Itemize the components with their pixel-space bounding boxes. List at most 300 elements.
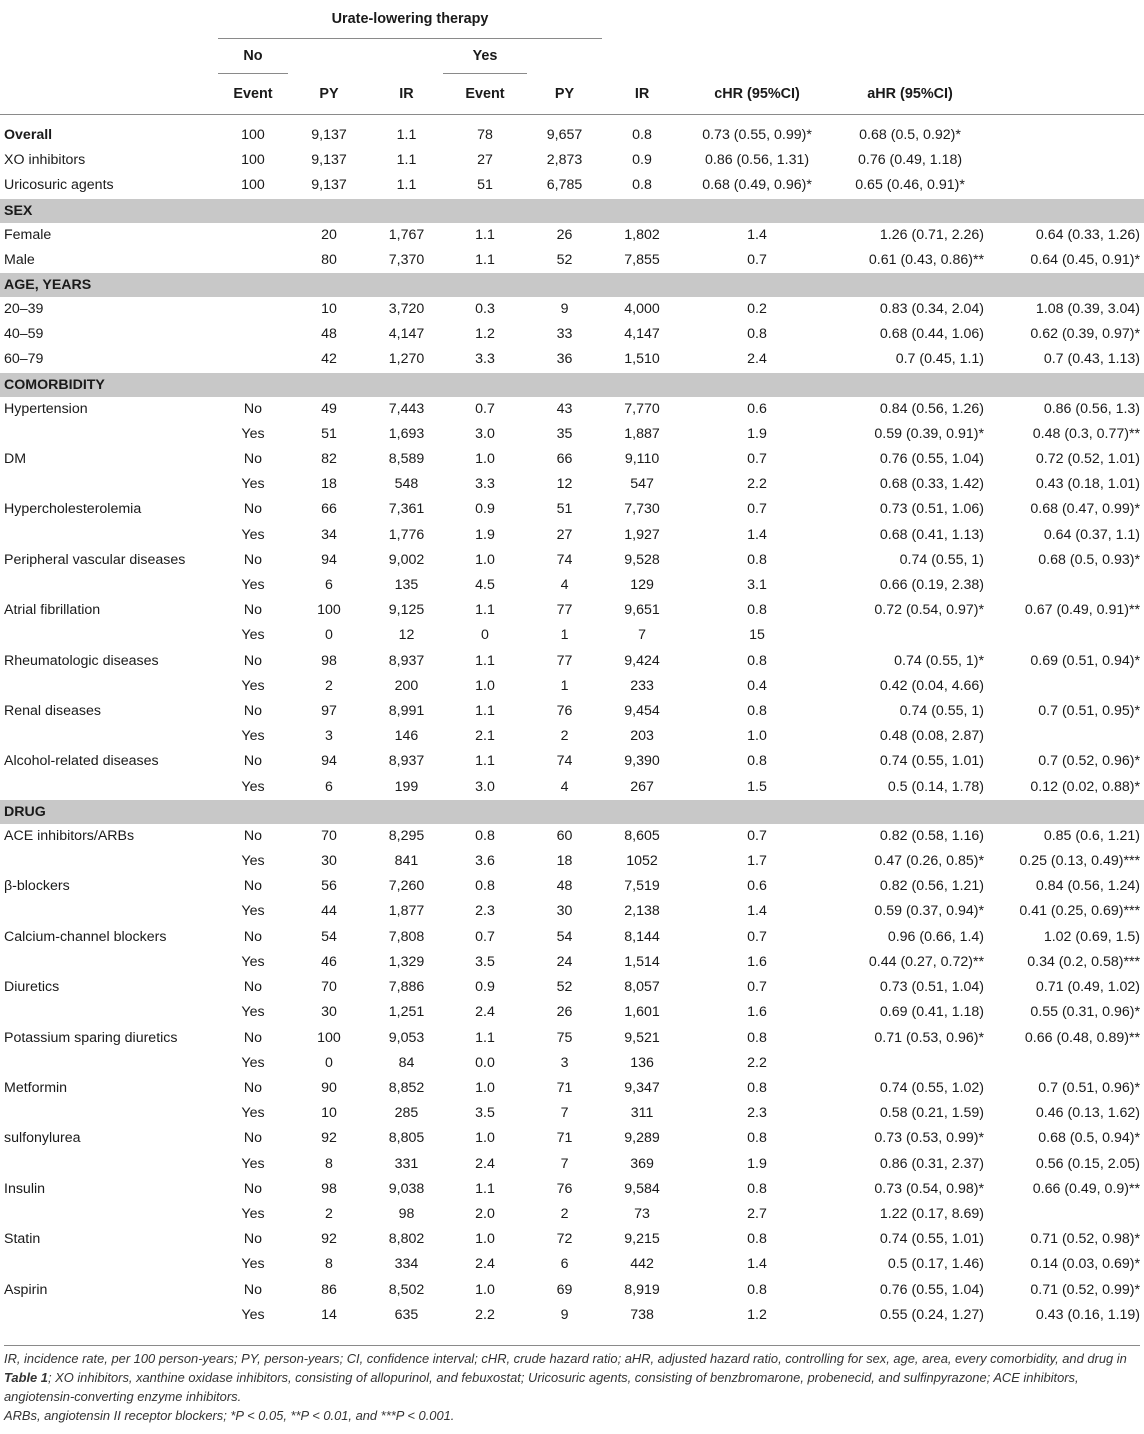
row-ir-yes: 0.7 <box>747 501 767 518</box>
row-subgroup <box>218 347 288 372</box>
table-row <box>0 322 1144 347</box>
row-subgroup: No <box>243 1231 263 1248</box>
row-event-no: 92 <box>321 1231 337 1248</box>
row-py-no: 12 <box>398 627 415 644</box>
row-label <box>0 674 218 699</box>
row-event-yes: 43 <box>556 400 573 417</box>
row-label: Alcohol-related diseases <box>4 753 159 770</box>
row-py-no: 548 <box>394 476 419 493</box>
row-ir-no: 0.7 <box>475 400 495 417</box>
row-ir-yes: 0.8 <box>747 602 767 619</box>
row-py-yes: 7 <box>638 627 646 644</box>
row-ir-yes: 1.9 <box>747 1155 767 1172</box>
col-header-ir-no: IR <box>370 74 443 115</box>
table-row <box>0 123 1144 148</box>
row-chr: 0.72 (0.54, 0.97)* <box>874 602 985 619</box>
row-py-no: 7,808 <box>388 928 425 945</box>
row-subgroup: No <box>243 979 263 996</box>
table-row <box>0 1126 1144 1151</box>
row-event-no: 2 <box>325 1205 333 1222</box>
row-ir-yes: 0.2 <box>747 301 767 318</box>
row-label: 40–59 <box>4 326 44 343</box>
row-py-no: 199 <box>394 778 419 795</box>
row-event-yes: 78 <box>477 127 493 143</box>
row-event-no: 42 <box>321 351 337 368</box>
row-event-no: 92 <box>321 1130 337 1147</box>
row-py-no: 9,002 <box>388 551 425 568</box>
row-ir-no: 1.0 <box>475 1231 495 1248</box>
row-ir-no: 2.1 <box>475 728 495 745</box>
row-py-no: 9,053 <box>388 1029 425 1046</box>
row-py-yes: 136 <box>630 1054 654 1071</box>
row-py-yes: 73 <box>634 1205 650 1222</box>
row-subgroup: Yes <box>241 526 265 543</box>
row-subgroup: No <box>243 827 263 844</box>
row-event-no: 6 <box>325 577 333 594</box>
table-row <box>0 674 1144 699</box>
row-ir-no: 3.5 <box>475 1105 495 1122</box>
row-label: Hypercholesterolemia <box>4 501 142 518</box>
table-row <box>0 849 1144 874</box>
row-subgroup: Yes <box>241 728 265 745</box>
row-event-no: 8 <box>325 1256 333 1273</box>
row-subgroup: Yes <box>241 903 265 920</box>
row-event-yes: 52 <box>556 251 573 268</box>
row-ir-yes: 0.8 <box>747 1231 767 1248</box>
row-ahr: 0.64 (0.37, 1.1) <box>1043 526 1141 543</box>
table-row <box>0 623 1144 648</box>
row-chr: 0.73 (0.53, 0.99)* <box>874 1130 985 1147</box>
col-header-ahr: aHR (95%CI) <box>832 74 988 115</box>
row-ir-no: 1.1 <box>396 177 417 194</box>
row-label: Atrial fibrillation <box>4 602 101 619</box>
row-ir-no: 1.0 <box>475 677 495 694</box>
row-py-yes: 9,347 <box>624 1079 660 1096</box>
table-row <box>0 775 1144 800</box>
row-ir-yes: 0.8 <box>747 1079 767 1096</box>
row-event-no: 86 <box>321 1281 337 1298</box>
row-py-yes: 1,887 <box>624 425 660 442</box>
row-ir-no: 3.0 <box>475 425 495 442</box>
row-py-yes: 9,110 <box>624 451 660 468</box>
row-chr: 0.47 (0.26, 0.85)* <box>874 853 985 870</box>
row-ir-no: 2.2 <box>475 1306 495 1323</box>
row-event-no: 90 <box>321 1079 337 1096</box>
section-title: SEX <box>0 199 1144 223</box>
row-subgroup: No <box>243 451 263 468</box>
row-ir-yes: 2.2 <box>747 476 767 493</box>
row-subgroup: Yes <box>241 778 265 795</box>
row-event-yes: 12 <box>556 476 573 493</box>
row-event-yes: 74 <box>556 753 573 770</box>
row-py-no: 1,329 <box>388 953 425 970</box>
row-subgroup: No <box>243 501 263 518</box>
row-extra <box>988 148 1144 173</box>
row-py-no: 9,038 <box>388 1180 425 1197</box>
row-py-no: 1,270 <box>388 351 425 368</box>
row-event-no: 82 <box>321 451 337 468</box>
row-py-yes: 1,802 <box>624 226 660 243</box>
row-label <box>0 1051 218 1076</box>
table-row <box>0 173 1144 198</box>
row-event-no: 100 <box>317 602 341 619</box>
row-ir-yes: 0.8 <box>747 326 767 343</box>
row-py-no: 1,767 <box>388 226 425 243</box>
row-ir-no: 0 <box>481 627 489 644</box>
row-ahr: 0.14 (0.03, 0.69)* <box>1030 1256 1141 1273</box>
row-subgroup: No <box>243 928 263 945</box>
row-chr: 0.86 (0.31, 2.37) <box>879 1155 985 1172</box>
row-ir-no: 4.5 <box>475 577 495 594</box>
table-row <box>0 573 1144 598</box>
row-event-yes: 74 <box>556 551 573 568</box>
row-ahr: 0.68 (0.5, 0.92)* <box>859 127 961 143</box>
row-py-yes: 1,927 <box>624 526 660 543</box>
col-header-chr: cHR (95%CI) <box>682 74 832 115</box>
row-event-yes: 60 <box>556 827 573 844</box>
table-row <box>0 598 1144 623</box>
table-row <box>0 899 1144 924</box>
row-event-yes: 2 <box>560 728 569 745</box>
row-py-no: 7,886 <box>388 979 425 996</box>
row-label: Metformin <box>4 1079 68 1096</box>
row-event-no: 0 <box>325 627 333 644</box>
row-chr: 0.7 (0.45, 1.1) <box>895 351 985 368</box>
row-chr: 0.59 (0.37, 0.94)* <box>874 903 985 920</box>
table-row <box>0 472 1144 497</box>
table-footnote <box>4 1345 1140 1425</box>
row-subgroup: Yes <box>241 1054 265 1071</box>
row-ir-no: 1.1 <box>475 652 495 669</box>
row-py-yes: 1052 <box>626 853 658 870</box>
row-label: sulfonylurea <box>4 1130 81 1147</box>
row-event-no: 8 <box>325 1155 333 1172</box>
row-ir-no: 0.9 <box>475 979 495 996</box>
row-py-no: 7,361 <box>388 501 425 518</box>
row-ahr: 0.84 (0.56, 1.24) <box>1035 878 1141 895</box>
row-event-yes: 4 <box>560 778 569 795</box>
row-py-no: 200 <box>394 677 419 694</box>
row-ir-yes: 0.8 <box>747 1281 767 1298</box>
row-ahr: 0.55 (0.31, 0.96)* <box>1030 1004 1141 1021</box>
row-label: Calcium-channel blockers <box>4 928 167 945</box>
row-subgroup: Yes <box>241 1306 265 1323</box>
row-ahr: 1.02 (0.69, 1.5) <box>1043 928 1141 945</box>
table-row <box>0 523 1144 548</box>
row-ir-no: 3.3 <box>475 351 495 368</box>
row-ir-yes: 1.5 <box>747 778 767 795</box>
table-row <box>0 1202 1144 1227</box>
row-ir-no: 1.1 <box>475 1180 495 1197</box>
row-label <box>0 422 218 447</box>
row-chr: 0.42 (0.04, 4.66) <box>879 677 985 694</box>
section-title: DRUG <box>0 800 1144 824</box>
row-ahr: 0.71 (0.52, 0.98)* <box>1030 1231 1141 1248</box>
table-row <box>0 950 1144 975</box>
row-event-yes: 26 <box>556 226 573 243</box>
table-row <box>0 724 1144 749</box>
row-chr: 0.5 (0.17, 1.46) <box>887 1256 985 1273</box>
row-py-yes: 7,519 <box>624 878 660 895</box>
col-header-py-yes: PY <box>527 74 602 115</box>
row-py-no: 3,720 <box>388 301 425 318</box>
row-py-yes: 2,138 <box>624 903 660 920</box>
row-ir-no: 0.8 <box>475 827 495 844</box>
row-event-no: 70 <box>321 827 337 844</box>
row-event-yes: 51 <box>556 501 573 518</box>
row-subgroup: No <box>243 652 263 669</box>
row-label: DM <box>4 451 27 468</box>
row-chr: 0.82 (0.58, 1.16) <box>879 827 985 844</box>
table-row <box>0 248 1144 273</box>
row-py-no: 84 <box>398 1054 415 1071</box>
row-subgroup <box>218 297 288 322</box>
row-py-no: 8,502 <box>388 1281 425 1298</box>
row-event-no: 46 <box>321 953 337 970</box>
row-label: Renal diseases <box>4 703 102 720</box>
row-py-yes: 2,873 <box>546 152 583 169</box>
row-event-no: 49 <box>321 400 337 417</box>
row-event-yes: 76 <box>556 1180 573 1197</box>
row-subgroup: No <box>243 703 263 720</box>
row-event-no: 51 <box>321 425 337 442</box>
table-row <box>0 1227 1144 1252</box>
row-subgroup: Yes <box>241 1205 265 1222</box>
row-py-yes: 9,454 <box>624 703 660 720</box>
row-label <box>0 623 218 648</box>
row-label: β-blockers <box>4 878 70 895</box>
row-py-no: 9,137 <box>311 127 347 143</box>
row-py-no: 1,776 <box>388 526 425 543</box>
row-event-yes: 27 <box>477 152 493 169</box>
row-ahr <box>988 1202 1144 1227</box>
row-event-no: 70 <box>321 979 337 996</box>
row-chr: 0.74 (0.55, 1.02) <box>879 1079 985 1096</box>
row-event-yes: 7 <box>560 1155 569 1172</box>
row-ir-yes: 1.2 <box>747 1306 767 1323</box>
row-label: 20–39 <box>4 301 44 318</box>
row-chr: 0.55 (0.24, 1.27) <box>879 1306 985 1323</box>
section-title: COMORBIDITY <box>0 373 1144 397</box>
footnote-text-1: IR, incidence rate, per 100 person-years; PY, person-years; CI, confidence interval; cHR, crude hazard ratio; aHR, adjusted hazard ratio, controlling for sex, age, area, every comorbidity, and drug in <box>4 1351 1127 1366</box>
row-label <box>0 1252 218 1277</box>
row-ir-no: 3.3 <box>475 476 495 493</box>
row-subgroup: Yes <box>241 1105 265 1122</box>
header-row-group <box>0 0 1144 39</box>
row-ir-no: 1.0 <box>475 1079 495 1096</box>
table-row <box>0 649 1144 674</box>
row-ir-yes: 0.7 <box>747 251 767 268</box>
row-chr: 0.58 (0.21, 1.59) <box>879 1105 985 1122</box>
row-label: Rheumatologic diseases <box>4 652 159 669</box>
row-ahr: 0.56 (0.15, 2.05) <box>1035 1155 1141 1172</box>
table-row <box>0 297 1144 322</box>
row-event-yes: 75 <box>556 1029 573 1046</box>
row-event-no: 94 <box>321 753 337 770</box>
row-event-yes: 71 <box>556 1130 573 1147</box>
row-ir-yes: 0.9 <box>632 152 652 169</box>
row-ir-no: 0.3 <box>475 301 495 318</box>
row-ahr: 0.7 (0.51, 0.95)* <box>1038 703 1141 720</box>
row-py-yes: 9,651 <box>624 602 660 619</box>
no-header: No <box>218 39 288 74</box>
row-py-yes: 6,785 <box>546 177 583 194</box>
row-ir-no: 1.1 <box>396 127 417 143</box>
footnote-text-2: ; XO inhibitors, xanthine oxidase inhibitors, consisting of allopurinol, and febuxostat; Uricosuric agents, consisting of benzbromarone, probenecid, and sulfinpyrazone; ACE inhibitors, angiotensin-converting enzyme inhibitors. <box>4 1370 1079 1404</box>
col-header-py-no: PY <box>288 74 370 115</box>
row-event-yes: 52 <box>556 979 573 996</box>
table-row <box>0 925 1144 950</box>
row-event-no: 98 <box>321 1180 337 1197</box>
row-event-yes: 1 <box>560 677 569 694</box>
row-chr: 1.26 (0.71, 2.26) <box>879 226 985 243</box>
row-label <box>0 849 218 874</box>
row-event-yes: 24 <box>556 953 573 970</box>
row-ir-yes: 0.8 <box>747 652 767 669</box>
row-event-no: 3 <box>325 728 333 745</box>
row-py-yes: 8,144 <box>624 928 660 945</box>
row-label: XO inhibitors <box>4 152 86 169</box>
row-label <box>0 523 218 548</box>
row-extra <box>988 123 1144 148</box>
table-row <box>0 1252 1144 1277</box>
table-body <box>0 115 1144 1336</box>
row-event-no: 6 <box>325 778 333 795</box>
row-event-no: 98 <box>321 652 337 669</box>
row-event-yes: 66 <box>556 451 573 468</box>
row-event-yes: 9 <box>560 301 569 318</box>
table-row <box>0 874 1144 899</box>
row-label <box>0 1152 218 1177</box>
row-chr: 0.73 (0.51, 1.04) <box>879 979 985 996</box>
row-event-yes: 7 <box>560 1105 569 1122</box>
row-ir-no: 1.9 <box>475 526 495 543</box>
row-chr: 0.83 (0.34, 2.04) <box>879 301 985 318</box>
row-event-no: 97 <box>321 703 337 720</box>
row-ir-no: 1.1 <box>475 602 495 619</box>
row-chr: 0.74 (0.55, 1.01) <box>879 753 985 770</box>
row-event-yes: 26 <box>556 1004 573 1021</box>
table-row <box>0 824 1144 849</box>
row-ahr: 0.86 (0.56, 1.3) <box>1043 400 1141 417</box>
row-py-no: 8,805 <box>388 1130 425 1147</box>
row-ir-no: 1.1 <box>475 226 495 243</box>
row-event-yes: 36 <box>556 351 573 368</box>
row-subgroup: No <box>243 1130 263 1147</box>
row-ahr: 0.7 (0.43, 1.13) <box>1043 351 1141 368</box>
row-label: Overall <box>4 127 53 143</box>
footnote-line-2: ARBs, angiotensin II receptor blockers; *P < 0.05, **P < 0.01, and ***P < 0.001. <box>4 1408 455 1423</box>
row-label: Male <box>4 251 35 268</box>
row-label: Statin <box>4 1231 41 1248</box>
row-event-no: 100 <box>317 1029 341 1046</box>
row-ir-yes: 0.6 <box>747 400 767 417</box>
row-ir-yes: 1.4 <box>747 526 767 543</box>
row-event-yes: 35 <box>556 425 573 442</box>
row-label: Uricosuric agents <box>4 177 114 194</box>
row-ir-yes: 0.7 <box>747 827 767 844</box>
row-event-no: 80 <box>321 251 337 268</box>
row-event-yes: 33 <box>556 326 573 343</box>
row-ahr: 0.85 (0.6, 1.21) <box>1043 827 1141 844</box>
row-label: Insulin <box>4 1180 46 1197</box>
row-ir-yes: 2.7 <box>747 1205 767 1222</box>
row-ahr: 0.71 (0.52, 0.99)* <box>1030 1281 1141 1298</box>
row-ir-no: 0.7 <box>475 928 495 945</box>
row-py-yes: 738 <box>630 1306 654 1323</box>
row-ahr: 0.43 (0.16, 1.19) <box>1035 1306 1141 1323</box>
row-label <box>0 899 218 924</box>
row-ir-no: 0.9 <box>475 501 495 518</box>
row-py-yes: 1,510 <box>624 351 660 368</box>
row-ir-yes: 0.8 <box>747 1029 767 1046</box>
row-event-no: 18 <box>321 476 337 493</box>
table-row <box>0 422 1144 447</box>
row-label: ACE inhibitors/ARBs <box>4 827 135 844</box>
table-row <box>0 347 1144 372</box>
row-chr: 0.82 (0.56, 1.21) <box>879 878 985 895</box>
row-subgroup: No <box>243 1079 263 1096</box>
row-ir-yes: 0.8 <box>747 1180 767 1197</box>
row-chr: 0.66 (0.19, 2.38) <box>879 577 985 594</box>
row-ahr: 0.65 (0.46, 0.91)* <box>855 177 965 194</box>
table-row <box>0 699 1144 724</box>
row-chr: 0.73 (0.55, 0.99)* <box>702 127 812 143</box>
row-ir-yes: 2.4 <box>747 351 767 368</box>
row-py-yes: 9,657 <box>546 127 583 143</box>
row-chr: 0.48 (0.08, 2.87) <box>879 728 985 745</box>
row-ir-no: 1.0 <box>475 551 495 568</box>
row-ahr <box>988 674 1144 699</box>
row-ahr: 0.64 (0.45, 0.91)* <box>1030 251 1141 268</box>
row-label: Hypertension <box>4 400 88 417</box>
yes-header: Yes <box>443 39 527 74</box>
row-ir-yes: 1.4 <box>747 1256 767 1273</box>
row-py-no: 8,937 <box>388 652 425 669</box>
row-event-no: 30 <box>321 1004 337 1021</box>
row-py-no: 9,125 <box>388 602 425 619</box>
row-ahr: 0.12 (0.02, 0.88)* <box>1030 778 1141 795</box>
row-ir-yes: 0.7 <box>747 979 767 996</box>
row-ir-no: 0.8 <box>475 878 495 895</box>
row-py-no: 4,147 <box>388 326 425 343</box>
row-subgroup: No <box>243 1281 263 1298</box>
row-subgroup: Yes <box>241 476 265 493</box>
row-ir-yes: 0.6 <box>747 878 767 895</box>
row-ir-no: 3.5 <box>475 953 495 970</box>
section-header <box>0 800 1144 824</box>
row-py-yes: 9,390 <box>624 753 660 770</box>
table-row <box>0 1303 1144 1328</box>
row-subgroup <box>218 248 288 273</box>
row-ir-yes: 0.8 <box>747 551 767 568</box>
row-label: Diuretics <box>4 979 60 996</box>
row-ahr: 0.66 (0.48, 0.89)** <box>1024 1029 1141 1046</box>
row-ahr: 0.62 (0.39, 0.97)* <box>1030 326 1141 343</box>
row-py-no: 635 <box>394 1306 419 1323</box>
row-event-no: 10 <box>321 301 337 318</box>
row-event-no: 0 <box>325 1054 333 1071</box>
table-row <box>0 148 1144 173</box>
row-py-yes: 203 <box>630 728 654 745</box>
row-chr: 0.59 (0.39, 0.91)* <box>874 425 985 442</box>
row-subgroup: No <box>243 1180 263 1197</box>
row-ir-yes: 0.4 <box>747 677 767 694</box>
row-subgroup: Yes <box>241 1004 265 1021</box>
row-ir-yes: 1.4 <box>747 903 767 920</box>
table-row <box>0 223 1144 248</box>
table-row <box>0 1000 1144 1025</box>
